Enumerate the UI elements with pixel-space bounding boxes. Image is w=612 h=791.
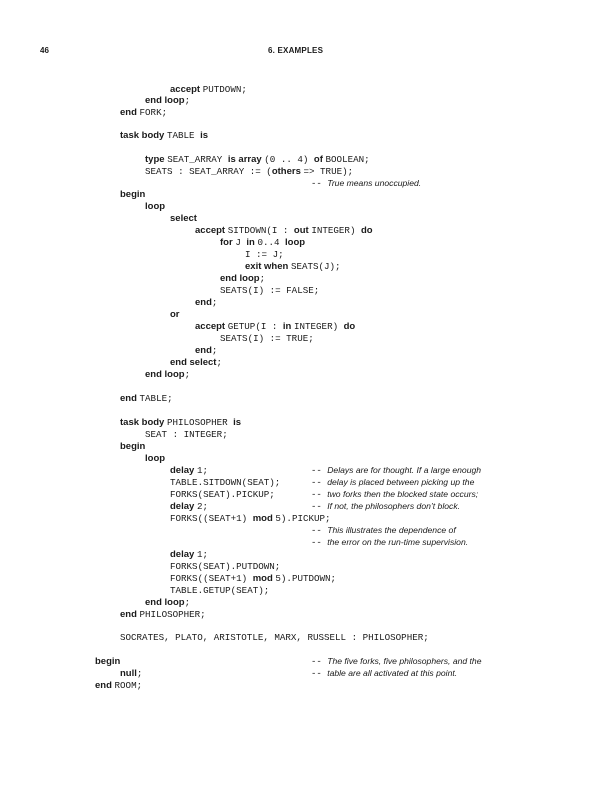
comment-text: delay is placed between picking up the: [327, 477, 475, 487]
keyword: type: [145, 154, 168, 165]
code-text: 5).PUTDOWN;: [275, 573, 337, 584]
code-line: [170, 309, 180, 320]
comment-marker: --: [311, 657, 328, 667]
keyword: of: [313, 154, 326, 165]
code-text: ;: [211, 297, 218, 308]
code-line: [220, 333, 314, 344]
keyword: loop: [145, 453, 166, 464]
code-line: [120, 417, 241, 428]
code-text: BOOLEAN;: [325, 154, 370, 165]
keyword: end loop: [145, 95, 185, 106]
code-line: [120, 668, 142, 679]
code-line: [195, 297, 217, 308]
comment-text: True means unoccupied.: [327, 178, 422, 188]
code-text: 1;: [196, 465, 208, 476]
code-text: FORKS(SEAT).PICKUP;: [170, 489, 275, 500]
code-text: SEAT : INTEGER;: [145, 429, 228, 440]
code-text: SEATS(J);: [290, 261, 341, 272]
keyword: is array: [227, 154, 265, 165]
keyword: end select: [170, 357, 217, 368]
keyword: task body: [120, 417, 167, 428]
comment-text: the error on the run-time supervision.: [327, 537, 469, 547]
keyword: mod: [252, 573, 276, 584]
code-line: [145, 166, 353, 177]
code-line: [220, 285, 319, 296]
code-line: [120, 189, 145, 200]
keyword: begin: [120, 189, 146, 200]
keyword: loop: [145, 201, 166, 212]
code-line: [170, 573, 336, 584]
comment-marker: --: [311, 490, 328, 500]
code-line: [145, 597, 190, 608]
keyword: end loop: [220, 273, 260, 284]
code-text: TABLE.SITDOWN(SEAT);: [170, 477, 281, 488]
code-text: ;: [184, 95, 191, 106]
keyword: end: [120, 107, 140, 118]
comment-text: table are all activated at this point.: [327, 668, 458, 678]
keyword: delay: [170, 549, 197, 560]
code-line: [170, 477, 280, 488]
code-line: [145, 369, 190, 380]
keyword: is: [233, 417, 242, 428]
code-line: [195, 225, 373, 236]
code-line: [145, 453, 165, 464]
code-text: 1;: [196, 549, 208, 560]
keyword: select: [170, 213, 197, 224]
code-line: [145, 95, 190, 106]
code-text: SEATS(I) := FALSE;: [220, 285, 320, 296]
code-line: [195, 321, 355, 332]
keyword: accept: [170, 84, 203, 95]
code-line: [245, 249, 284, 260]
keyword: begin: [95, 656, 121, 667]
keyword: end: [95, 680, 115, 691]
comment-marker: --: [311, 179, 328, 189]
comment-marker: --: [311, 466, 328, 476]
code-line: [170, 513, 331, 524]
code-text: 5).PICKUP;: [275, 513, 331, 524]
comment-text: If not, the philosophers don’t block.: [327, 501, 461, 511]
code-comment: [311, 668, 457, 680]
code-comment: [311, 525, 456, 537]
comment-marker: --: [311, 526, 328, 536]
code-text: INTEGER): [311, 225, 361, 236]
code-text: SEATS(I) := TRUE;: [220, 333, 314, 344]
code-line: [95, 656, 120, 667]
keyword: in: [246, 237, 258, 248]
keyword: end: [120, 609, 140, 620]
keyword: mod: [252, 513, 276, 524]
code-line: [170, 561, 280, 572]
code-line: [195, 345, 217, 356]
code-text: ;: [184, 597, 191, 608]
keyword: exit when: [245, 261, 291, 272]
code-text: SOCRATES, PLATO, ARISTOTLE, MARX, RUSSELL : PHILOSOPHER;: [120, 632, 429, 643]
code-line: [120, 130, 208, 141]
code-comment: [311, 501, 460, 513]
code-text: TABLE: [167, 130, 201, 141]
code-text: FORKS((SEAT+1): [170, 513, 253, 524]
keyword: end: [120, 393, 140, 404]
keyword: accept: [195, 225, 228, 236]
code-text: FORK;: [139, 107, 168, 118]
code-text: 0..4: [257, 237, 286, 248]
comment-marker: --: [311, 478, 328, 488]
code-text: GETUP(I :: [227, 321, 283, 332]
keyword: loop: [285, 237, 306, 248]
comment-text: two forks then the blocked state occurs;: [327, 489, 479, 499]
code-text: => TRUE);: [303, 166, 354, 177]
comment-marker: --: [311, 502, 328, 512]
code-line: [170, 549, 208, 560]
code-comment: [311, 656, 482, 668]
keyword: delay: [170, 465, 197, 476]
comment-marker: --: [311, 538, 328, 548]
code-line: [120, 393, 173, 404]
code-line: [120, 632, 429, 643]
code-line: [170, 213, 197, 224]
keyword: do: [360, 225, 373, 236]
code-comment: [311, 537, 468, 549]
code-text: SEAT_ARRAY: [167, 154, 228, 165]
code-line: [120, 441, 145, 452]
comment-text: The five forks, five philosophers, and the: [327, 656, 482, 666]
code-text: I := J;: [245, 249, 284, 260]
keyword: end: [195, 297, 212, 308]
keyword: end: [195, 345, 212, 356]
code-text: ;: [211, 345, 218, 356]
comment-text: This illustrates the dependence of: [327, 525, 456, 535]
comment-marker: --: [311, 669, 328, 679]
code-line: [170, 84, 247, 95]
keyword: out: [293, 225, 312, 236]
code-line: [120, 609, 206, 620]
chapter-title: 6. EXAMPLES: [268, 46, 324, 55]
code-text: PUTDOWN;: [202, 84, 247, 95]
code-text: ;: [216, 357, 222, 368]
code-line: [145, 429, 228, 440]
code-line: [170, 357, 222, 368]
keyword: do: [343, 321, 356, 332]
code-line: [95, 680, 142, 691]
code-text: TABLE;: [139, 393, 173, 404]
code-text: ;: [184, 369, 191, 380]
code-text: SEATS : SEAT_ARRAY := (: [145, 166, 272, 177]
code-text: ;: [259, 273, 266, 284]
code-line: [145, 201, 165, 212]
code-text: PHILOSOPHER: [167, 417, 234, 428]
code-line: [170, 501, 208, 512]
keyword: delay: [170, 501, 197, 512]
code-line: [145, 154, 370, 165]
code-text: ;: [136, 668, 143, 679]
code-text: SITDOWN(I :: [227, 225, 294, 236]
keyword: end loop: [145, 369, 185, 380]
keyword: for: [220, 237, 236, 248]
code-line: [170, 465, 208, 476]
code-comment: [311, 489, 478, 501]
code-text: PHILOSOPHER;: [139, 609, 206, 620]
keyword: null: [120, 668, 137, 679]
keyword: begin: [120, 441, 146, 452]
comment-text: Delays are for thought. If a large enough: [327, 465, 482, 475]
code-line: [170, 585, 269, 596]
code-line: [220, 273, 265, 284]
code-text: (0 .. 4): [264, 154, 314, 165]
keyword: in: [282, 321, 294, 332]
page-number: 46: [40, 46, 49, 55]
code-text: J: [235, 237, 247, 248]
code-text: 2;: [196, 501, 208, 512]
keyword: end loop: [145, 597, 185, 608]
code-comment: [311, 477, 474, 489]
code-line: [170, 489, 275, 500]
code-line: [245, 261, 341, 272]
keyword: or: [170, 309, 180, 320]
keyword: is: [200, 130, 209, 141]
code-text: TABLE.GETUP(SEAT);: [170, 585, 270, 596]
code-comment: [311, 178, 421, 190]
code-comment: [311, 465, 481, 477]
code-text: INTEGER): [293, 321, 344, 332]
keyword: task body: [120, 130, 167, 141]
code-line: [220, 237, 305, 248]
keyword: accept: [195, 321, 228, 332]
code-line: [120, 107, 167, 118]
code-text: FORKS((SEAT+1): [170, 573, 253, 584]
code-text: FORKS(SEAT).PUTDOWN;: [170, 561, 281, 572]
keyword: others: [271, 166, 304, 177]
code-text: ROOM;: [114, 680, 143, 691]
